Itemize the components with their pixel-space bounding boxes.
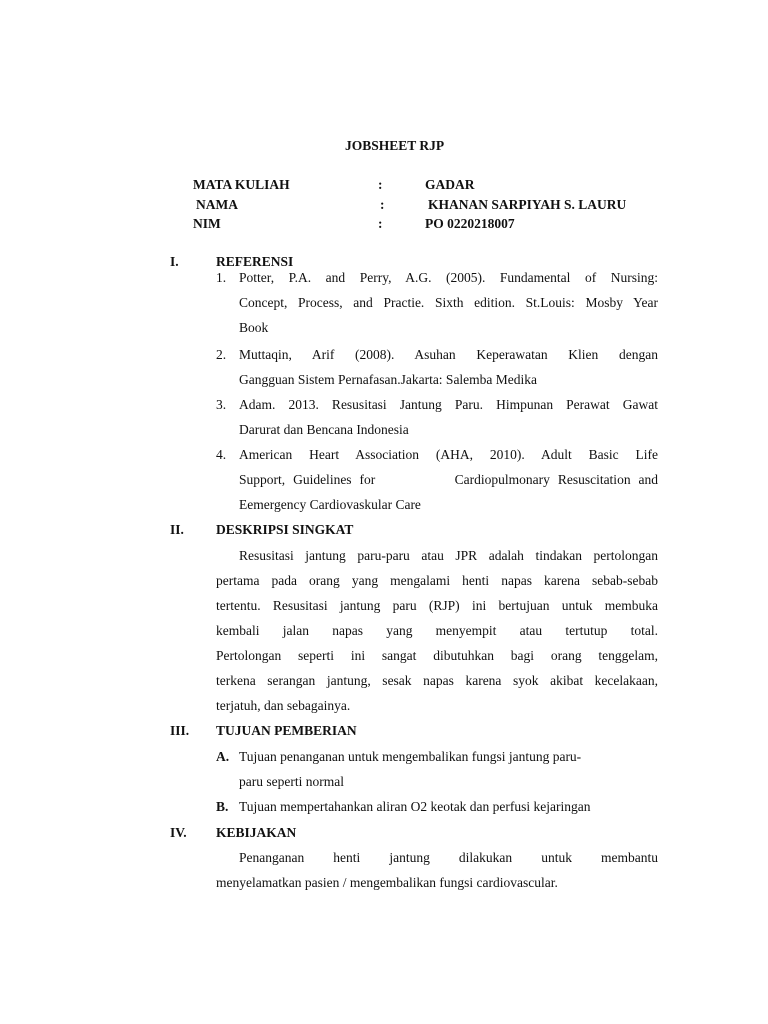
reference-number: 3. [216,397,227,412]
info-label-nama: NAMA [196,197,238,212]
paragraph-line: pertama pada orang yang mengalami henti napas karena sebab-sebab [216,573,658,588]
paragraph-line: terjatuh, dan sebagainya. [216,698,351,713]
info-sep: : [378,216,383,231]
section-number: II. [170,522,184,537]
tujuan-line: paru seperti normal [239,774,344,789]
reference-line: Darurat dan Bencana Indonesia [239,422,409,437]
reference-line: Potter, P.A. and Perry, A.G. (2005). Fundamental of Nursing: [239,270,658,285]
paragraph-line: menyelamatkan pasien / mengembalikan fungsi cardiovascular. [216,875,558,890]
tujuan-item [239,794,659,819]
section-number: I. [170,254,179,269]
reference-number: 1. [216,270,227,285]
section-heading-deskripsi: DESKRIPSI SINGKAT [216,522,354,537]
reference-number: 2. [216,347,227,362]
reference-line: Concept, Process, and Practie. Sixth edition. St.Louis: Mosby Year [239,295,658,310]
deskripsi-paragraph [216,543,658,718]
info-value-mata-kuliah: GADAR [425,177,475,192]
section-heading-tujuan: TUJUAN PEMBERIAN [216,723,357,738]
info-label-nim: NIM [193,216,221,231]
info-sep: : [380,197,385,212]
tujuan-line: Tujuan penanganan untuk mengembalikan fungsi jantung paru- [239,749,582,764]
paragraph-line: Resusitasi jantung paru-paru atau JPR adalah tindakan pertolongan [239,548,658,563]
reference-number: 4. [216,447,227,462]
tujuan-letter: B. [216,799,229,814]
paragraph-line: tertentu. Resusitasi jantung paru (RJP) ini bertujuan untuk membuka [216,598,658,613]
document-title: JOBSHEET RJP [345,138,445,153]
reference-item [239,442,658,517]
reference-item [239,265,658,340]
reference-line: Muttaqin, Arif (2008). Asuhan Keperawatan Klien dengan [239,347,658,362]
tujuan-letter: A. [216,749,230,764]
paragraph-line: terkena serangan jantung, sesak napas karena syok akibat kecelakaan, [216,673,658,688]
reference-item [239,342,658,392]
info-sep: : [378,177,383,192]
reference-line: Support, Guidelines for Cardiopulmonary Resuscitation and [239,472,658,487]
tujuan-line: Tujuan mempertahankan aliran O2 keotak dan perfusi kejaringan [239,799,591,814]
kebijakan-paragraph [216,845,658,895]
paragraph-line: kembali jalan napas yang menyempit atau tertutup total. [216,623,658,638]
info-label-mata-kuliah: MATA KULIAH [193,177,290,192]
tujuan-item [239,744,659,794]
section-number: IV. [170,825,187,840]
info-value-nama: KHANAN SARPIYAH S. LAURU [428,197,627,212]
paragraph-line: Pertolongan seperti ini sangat dibutuhkan bagi orang tenggelam, [216,648,658,663]
reference-line: Adam. 2013. Resusitasi Jantung Paru. Himpunan Perawat Gawat [239,397,658,412]
reference-line: Eemergency Cardiovaskular Care [239,497,421,512]
reference-line: Gangguan Sistem Pernafasan.Jakarta: Salemba Medika [239,372,538,387]
paragraph-line: Penanganan henti jantung dilakukan untuk membantu [239,850,658,865]
info-value-nim: PO 0220218007 [425,216,515,231]
section-number: III. [170,723,190,738]
reference-item [239,392,658,442]
reference-line: Book [239,320,269,335]
section-heading-referensi: REFERENSI [216,254,294,269]
reference-line: American Heart Association (AHA, 2010). Adult Basic Life [239,447,658,462]
section-heading-kebijakan: KEBIJAKAN [216,825,297,840]
